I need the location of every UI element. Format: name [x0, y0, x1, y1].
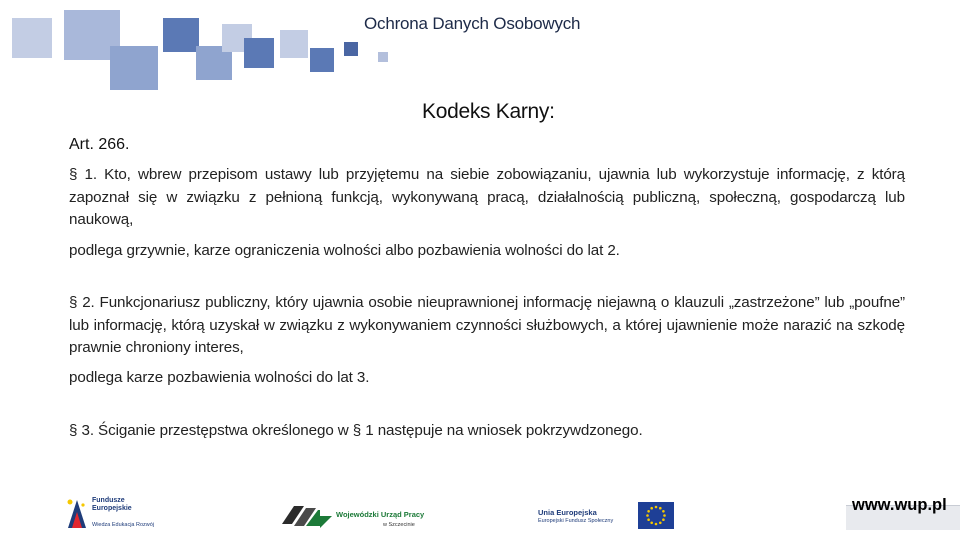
decor-square	[12, 18, 52, 58]
website-link[interactable]: www.wup.pl	[852, 496, 947, 514]
wup-logo-name: Wojewódzki Urząd Pracy	[336, 510, 425, 519]
paragraph-2: § 2. Funkcjonariusz publiczny, który ujawnia osobie nieuprawnionej informację niejawną o klauzuli „zastrzeżone” lub „poufne” lub informację, którą uzyskał w związku z wykonywaniem czynności służbowych, a której ujawnienie może narazić na szkodę prawnie chroniony interes,	[69, 294, 905, 356]
wup-logo-subtitle: w Szczecinie	[383, 522, 415, 528]
decor-square	[310, 48, 334, 72]
paragraph-2-penalty: podlega karze pozbawienia wolności do lat 3.	[69, 369, 370, 386]
decor-square	[244, 38, 274, 68]
ue-logo	[538, 490, 678, 534]
wup-logo	[280, 496, 440, 536]
fe-logo-subtitle: Wiedza Edukacja Rozwój	[92, 522, 155, 528]
paragraph-1-penalty: podlega grzywnie, karze ograniczenia wolności albo pozbawienia wolności do lat 2.	[69, 242, 620, 259]
ue-logo-name: Unia Europejska	[538, 508, 597, 517]
wup-emblem-icon	[280, 498, 334, 532]
article-number: Art. 266.	[69, 136, 130, 153]
decor-square	[110, 46, 158, 90]
decor-square	[378, 52, 388, 62]
fundusze-europejskie-logo	[66, 494, 186, 534]
document-title: Kodeks Karny:	[422, 100, 555, 123]
fe-logo-name: Fundusze Europejskie	[92, 497, 132, 512]
paragraph-3: § 3. Ściganie przestępstwa określonego w § 1 następuje na wniosek pokrzywdzonego.	[69, 422, 643, 439]
eu-flag-icon	[638, 502, 674, 529]
decor-square	[344, 42, 358, 56]
decor-square	[280, 30, 308, 58]
fe-emblem-icon	[66, 496, 88, 530]
decor-square	[163, 18, 199, 52]
header-title: Ochrona Danych Osobowych	[364, 14, 581, 33]
paragraph-1: § 1. Kto, wbrew przepisom ustawy lub przyjętemu na siebie zobowiązaniu, ujawnia lub wykorzystuje informację, z którą zapoznał się w związku z pełnioną funkcją, wykonywaną pracą, działalnością publiczną, społeczną, gospodarczą lub naukową,	[69, 166, 905, 228]
ue-logo-subtitle: Europejski Fundusz Społeczny	[538, 518, 614, 524]
footer	[0, 490, 960, 540]
